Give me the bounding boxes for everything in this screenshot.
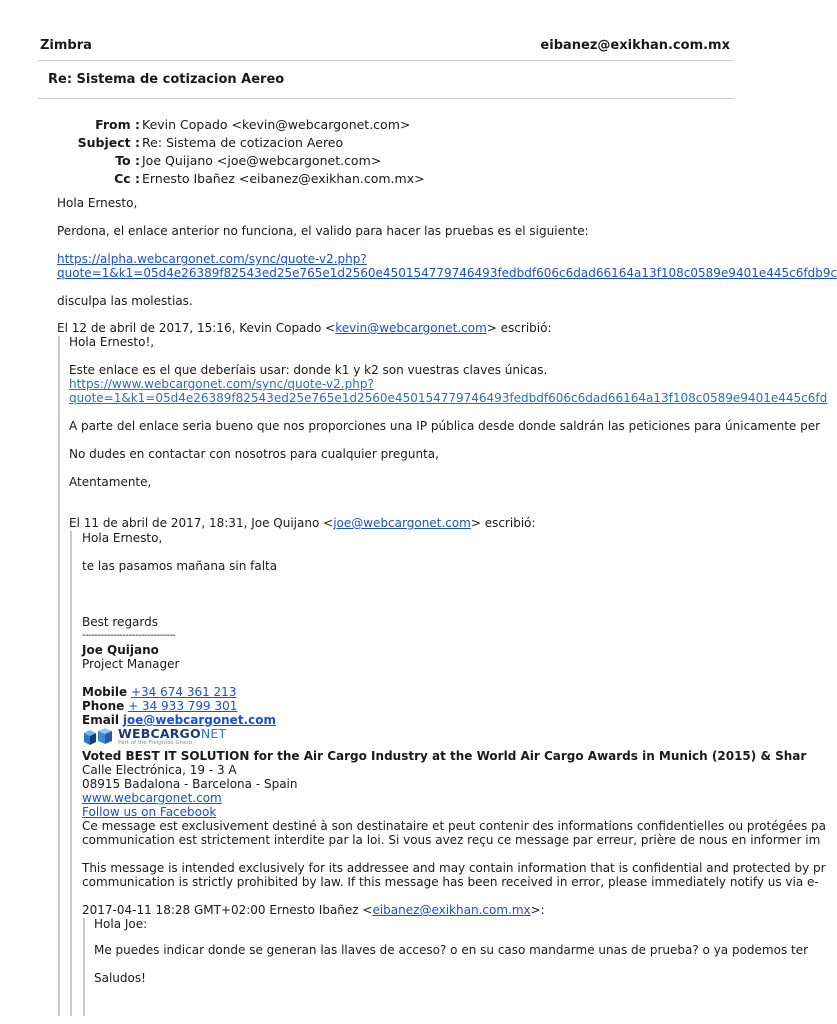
- quote1-intro-post: > escribió:: [486, 321, 552, 335]
- quote1-paragraph-3: No dudes en contactar con nosotros para cualquier pregunta,: [69, 447, 439, 461]
- subject-label: Subject :: [77, 135, 140, 150]
- webcargonet-logo: [82, 726, 242, 748]
- cc-label: Cc :: [114, 171, 140, 186]
- quote1-bar: [58, 336, 60, 1016]
- logo-cubes-icon: [82, 727, 116, 747]
- quote1-link-line-1[interactable]: https://www.webcargonet.com/sync/quote-v2.php?: [69, 377, 374, 391]
- quote1-intro-link[interactable]: kevin@webcargonet.com: [335, 321, 487, 335]
- quote2-bar: [70, 531, 72, 1016]
- user-email: eibanez@exikhan.com.mx: [540, 38, 730, 53]
- quote2-paragraph-1: te las pasamos mañana sin falta: [82, 559, 278, 573]
- quote3-paragraph-2: Saludos!: [94, 971, 146, 985]
- signature-mobile: [82, 685, 236, 699]
- signature-email: [82, 713, 276, 727]
- website-link[interactable]: www.webcargonet.com: [82, 791, 222, 805]
- to-value: Joe Quijano <joe@webcargonet.com>: [142, 153, 382, 168]
- subject-value: Re: Sistema de cotizacion Aereo: [142, 135, 344, 150]
- signature-phone: [82, 699, 237, 713]
- quote3-intro-link[interactable]: eibanez@exikhan.com.mx: [372, 903, 531, 917]
- email-link[interactable]: joe@webcargonet.com: [122, 713, 276, 727]
- signature-divider: ------------------------------: [82, 630, 176, 641]
- mobile-link[interactable]: +34 674 361 213: [130, 685, 237, 699]
- signature-address-1: Calle Electrónica, 19 - 3 A: [82, 763, 237, 777]
- signature-regards: Best regards: [82, 615, 159, 629]
- signature-name: Joe Quijano: [82, 643, 159, 657]
- quote3-intro-post: >:: [530, 903, 545, 917]
- disclaimer-en-2: communication is strictly prohibited by law. If this message has been received in error, please immediately notify us via e-: [82, 875, 819, 889]
- quote-link-line-2[interactable]: quote=1&k1=05d4e26389f82543ed25e765e1d2560e450154779746493fedbdf606c6dad66164a13f108c0589e9401e445c6fdb9c: [57, 266, 837, 280]
- quote3-bar: [83, 918, 85, 1016]
- email-label: Email: [82, 713, 120, 727]
- quote1-paragraph-1: Este enlace es el que deberíais usar: donde k1 y k2 son vuestras claves únicas.: [69, 363, 548, 377]
- cc-value: Ernesto Ibañez <eibanez@exikhan.com.mx>: [142, 171, 425, 186]
- signature-address-2: 08915 Badalona - Barcelona - Spain: [82, 777, 298, 791]
- quote3-paragraph-1: Me puedes indicar donde se generan las llaves de acceso? o en su caso mandarme unas de prueba? o ya podemos ter: [94, 943, 809, 957]
- quote1-link-line-2[interactable]: quote=1&k1=05d4e26389f82543ed25e765e1d2560e450154779746493fedbdf606c6dad66164a13f108c0589e9401e445c6fd: [69, 391, 828, 405]
- email-subject-title: Re: Sistema de cotizacion Aereo: [48, 72, 285, 87]
- disclaimer-fr-2: communication est strictement interdite par la loi. Si vous avez reçu ce message par erreur, prière de nous en informer im: [82, 833, 821, 847]
- quote2-greeting: Hola Ernesto,: [82, 531, 163, 545]
- signature-role: Project Manager: [82, 657, 180, 671]
- phone-label: Phone: [82, 699, 125, 713]
- from-label: From :: [95, 117, 140, 132]
- quote1-paragraph-4: Atentamente,: [69, 475, 152, 489]
- to-label: To :: [115, 153, 140, 168]
- quote2-intro-link[interactable]: joe@webcargonet.com: [333, 516, 471, 530]
- logo-net: NET: [200, 726, 227, 741]
- quote3-greeting: Hola Joe:: [94, 917, 148, 931]
- quote3-intro: [82, 903, 545, 917]
- quote2-intro: [69, 516, 536, 530]
- quote1-paragraph-2: A parte del enlace seria bueno que nos proporciones una IP pública desde donde saldrán las peticiones para únicamente per: [69, 419, 821, 433]
- quote1-greeting: Hola Ernesto!,: [69, 335, 155, 349]
- mobile-label: Mobile: [82, 685, 128, 699]
- body-greeting: Hola Ernesto,: [57, 196, 138, 210]
- quote1-intro-pre: El 12 de abril de 2017, 15:16, Kevin Copado <: [57, 321, 336, 335]
- body-paragraph-2: disculpa las molestias.: [57, 294, 193, 308]
- logo-subtitle: Part of the Freightos Group: [118, 740, 193, 746]
- disclaimer-fr-1: Ce message est exclusivement destiné à son destinataire et peut contenir des informations confidentielles ou protégées pa: [82, 819, 827, 833]
- quote1-intro: [57, 321, 552, 335]
- body-paragraph-1: Perdona, el enlace anterior no funciona, el valido para hacer las pruebas es el siguiente:: [57, 224, 589, 238]
- disclaimer-en-1: This message is intended exclusively for its addressee and may contain information that is confidential and protected by pr: [82, 861, 826, 875]
- quote-link-line-1[interactable]: https://alpha.webcargonet.com/sync/quote-v2.php?: [57, 252, 367, 266]
- quote2-intro-post: > escribió:: [470, 516, 536, 530]
- logo-wordmark: [118, 726, 226, 741]
- signature-award: Voted BEST IT SOLUTION for the Air Cargo Industry at the World Air Cargo Awards in Munich (2015) & Shar: [82, 749, 807, 763]
- app-name: Zimbra: [40, 38, 92, 53]
- quote2-intro-pre: El 11 de abril de 2017, 18:31, Joe Quijano <: [69, 516, 334, 530]
- logo-main: WEBCARGO: [118, 726, 201, 741]
- phone-link[interactable]: + 34 933 799 301: [128, 699, 238, 713]
- facebook-link[interactable]: Follow us on Facebook: [82, 805, 217, 819]
- quote3-intro-pre: 2017-04-11 18:28 GMT+02:00 Ernesto Ibañez <: [82, 903, 373, 917]
- from-value: Kevin Copado <kevin@webcargonet.com>: [142, 117, 411, 132]
